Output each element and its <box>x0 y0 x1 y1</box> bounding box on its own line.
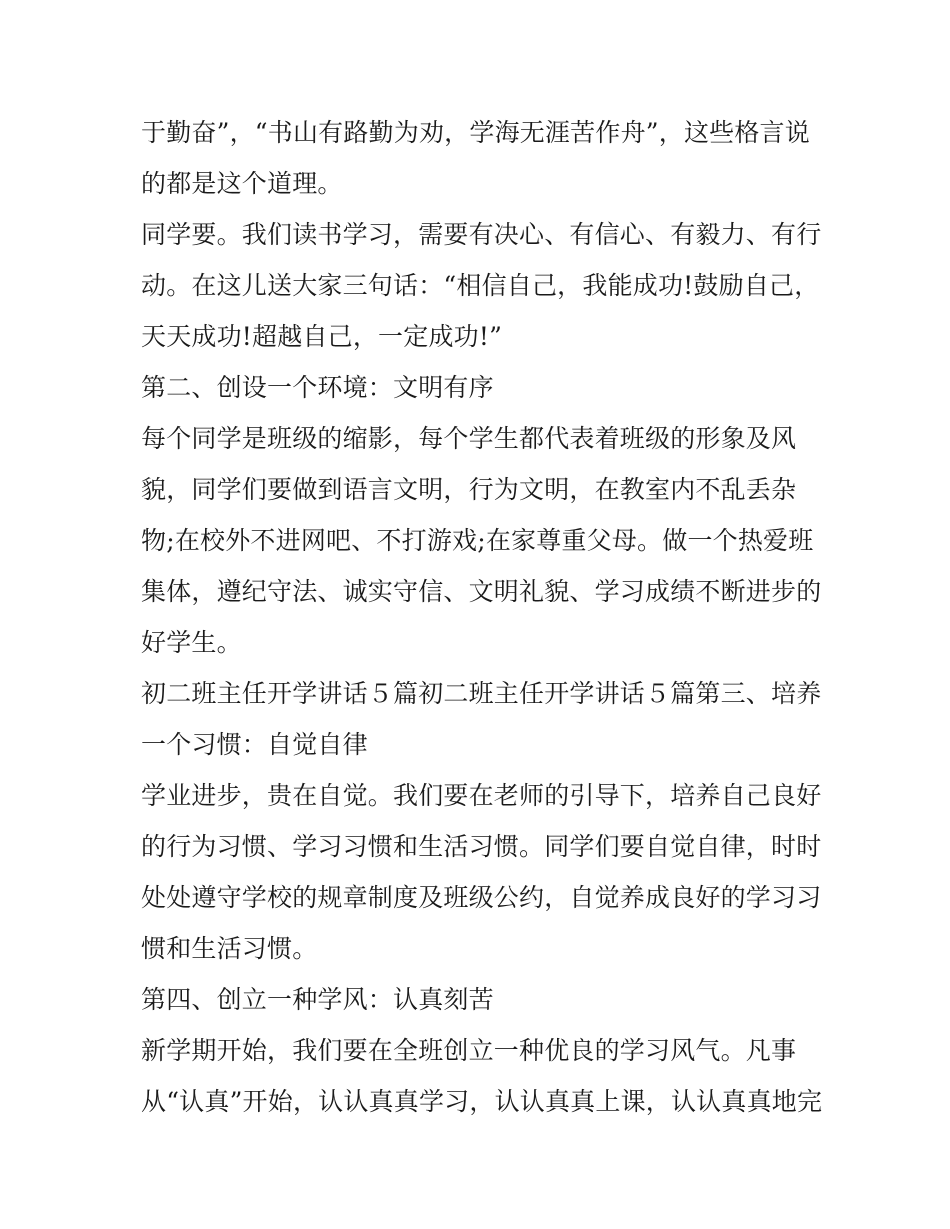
text-line: 集体，遵纪守法、诚实守信、文明礼貌、学习成绩不断进步的 <box>141 577 822 606</box>
text-line: 的都是这个道理。 <box>141 169 343 198</box>
text-line: 惯和生活习惯。 <box>141 934 318 963</box>
text-line: 同学要。我们读书学习，需要有决心、有信心、有毅力、有行 <box>141 220 822 249</box>
text-line: 好学生。 <box>141 628 242 657</box>
section-heading: 第二、创设一个环境：文明有序 <box>141 373 494 402</box>
section-heading: 初二班主任开学讲话５篇初二班主任开学讲话５篇第三、培养 <box>141 679 822 708</box>
document-body <box>141 107 821 1127</box>
text-line: 貌，同学们要做到语言文明，行为文明，在教室内不乱丢杂 <box>141 475 797 504</box>
text-line: 从“认真”开始，认认真真学习，认认真真上课，认认真真地完 <box>141 1087 823 1116</box>
text-line: 新学期开始，我们要在全班创立一种优良的学习风气。凡事 <box>141 1036 797 1065</box>
section-heading: 第四、创立一种学风：认真刻苦 <box>141 985 494 1014</box>
text-line: 于勤奋”，“书山有路勤为劝，学海无涯苦作舟”，这些格言说 <box>141 118 810 147</box>
text-line: 处处遵守学校的规章制度及班级公约，自觉养成良好的学习习 <box>141 883 822 912</box>
text-line: 动。在这儿送大家三句话：“相信自己，我能成功!鼓励自己， <box>141 271 820 300</box>
text-line: 学业进步，贵在自觉。我们要在老师的引导下，培养自己良好 <box>141 781 822 810</box>
text-line: 每个同学是班级的缩影，每个学生都代表着班级的形象及风 <box>141 424 797 453</box>
text-line: 天天成功!超越自己，一定成功!” <box>141 322 503 351</box>
text-line: 的行为习惯、学习习惯和生活习惯。同学们要自觉自律，时时 <box>141 832 822 861</box>
text-line: 物;在校外不进网吧、不打游戏;在家尊重父母。做一个热爱班 <box>141 526 814 555</box>
section-heading: 一个习惯：自觉自律 <box>141 730 368 759</box>
